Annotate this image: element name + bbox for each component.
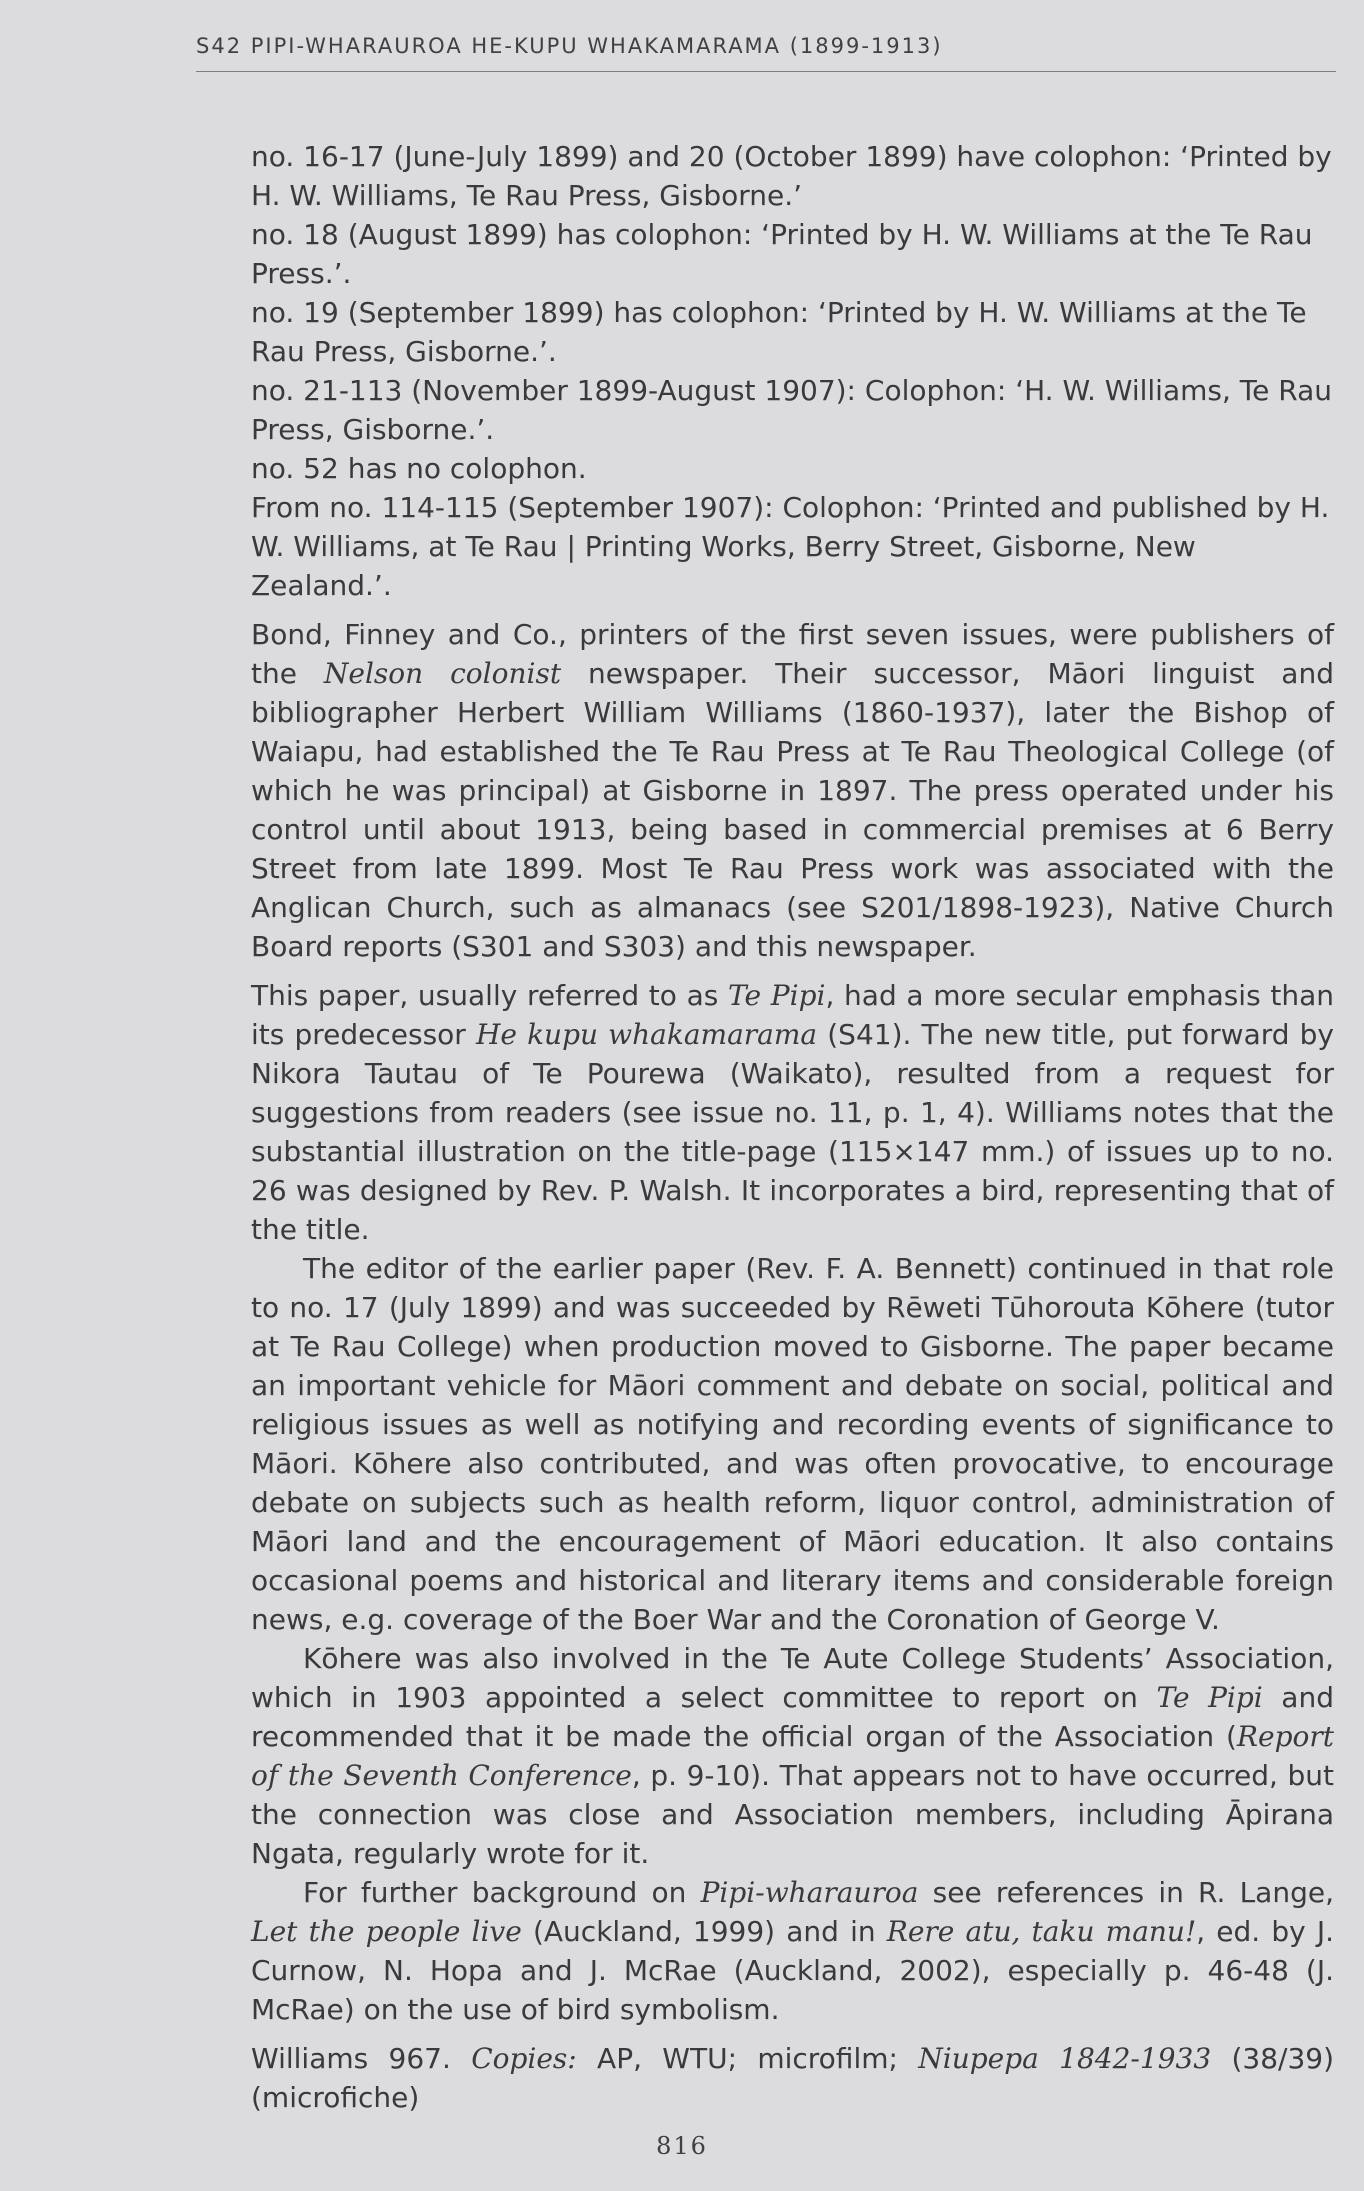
text-run: Bond, Finney and Co., printers of the first seven issues, were publishers of the bbox=[251, 618, 1334, 690]
printer-paragraph bbox=[251, 615, 1334, 966]
text-run: , ed. by J. Curnow, N. Hopa and J. McRae (Auckland, 2002), especially p. 46-48 (J. McRae) on the use of bird symbolism. bbox=[251, 1915, 1334, 2026]
page-number: 816 bbox=[656, 2132, 708, 2160]
text-run: newspaper. Their successor, Māori linguist and bibliographer Herbert William Williams (1860-1937), later the Bishop of Waiapu, had established the Te Rau Press at Te Rau Theological College (of which he was principal) at Gisborne in 1897. The press operated under his control until about 1913, being based in commercial premises at 6 Berry Street from late 1899. Most Te Rau Press work was associated with the Anglican Church, such as almanacs (see S201/1898-1923), Native Church Board reports (S301 and S303) and this newspaper. bbox=[251, 657, 1334, 963]
editor-paragraph: The editor of the earlier paper (Rev. F. A. Bennett) continued in that role to no. 17 (July 1899) and was succeeded by Rēweti Tūhorouta Kōhere (tutor at Te Rau College) when production moved to Gisborne. The paper became an important vehicle for Māori comment and debate on social, political and religious issues as well as notifying and recording events of significance to Māori. Kōhere also contributed, and was often provocative, to encourage debate on subjects such as health reform, liquor control, administration of Māori land and the encouragement of Māori education. It also contains occasional poems and historical and literary items and considerable foreign news, e.g. coverage of the Boer War and the Coronation of George V. bbox=[251, 1252, 1334, 1636]
header-rule bbox=[196, 71, 1336, 72]
italic-title: Report of the Seventh Conference bbox=[251, 1720, 1334, 1792]
colophon-note: no. 16-17 (June-July 1899) and 20 (October 1899) have colophon: ‘Printed by H. W. Williams, Te Rau Press, Gisborne.’ bbox=[251, 140, 1332, 212]
italic-title: He kupu whakamarama bbox=[475, 1018, 818, 1051]
text-run: and recommended that it be made the official organ of the Association ( bbox=[251, 1681, 1334, 1753]
copies-paragraph bbox=[251, 2039, 1334, 2117]
italic-label: Copies: bbox=[471, 2042, 577, 2075]
colophon-note: From no. 114-115 (September 1907): Colophon: ‘Printed and published by H. W. Williams, at Te Rau | Printing Works, Berry Street, Gisborne, New Zealand.’. bbox=[251, 491, 1330, 602]
text-run: , had a more secular emphasis than its predecessor bbox=[251, 979, 1334, 1051]
colophon-note: no. 18 (August 1899) has colophon: ‘Printed by H. W. Williams at the Te Rau Press.’. bbox=[251, 218, 1313, 290]
title-paragraph bbox=[251, 976, 1334, 1249]
text-run: (Auckland, 1999) and in bbox=[521, 1915, 887, 1948]
running-head: S42 PIPI-WHARAUROA HE-KUPU WHAKAMARAMA (1899-1913) bbox=[196, 34, 943, 58]
entry-body bbox=[251, 137, 1334, 2117]
italic-title: Niupepa 1842-1933 bbox=[918, 2042, 1212, 2075]
colophon-note: no. 52 has no colophon. bbox=[251, 452, 587, 485]
text-run: Kōhere was also involved in the Te Aute College Students’ Association, which in 1903 appointed a select committee to report on bbox=[251, 1642, 1334, 1714]
italic-title: Let the people live bbox=[251, 1915, 522, 1948]
italic-title: Nelson colonist bbox=[323, 657, 562, 690]
text-run: (38/39) (microfiche) bbox=[251, 2042, 1334, 2114]
colophon-note: no. 19 (September 1899) has colophon: ‘Printed by H. W. Williams at the Te Rau Press, Gisborne.’. bbox=[251, 296, 1307, 368]
association-paragraph bbox=[251, 1639, 1334, 1873]
text-run: (S41). The new title, put forward by Nikora Tautau of Te Pourewa (Waikato), resulted from a request for suggestions from readers (see issue no. 11, p. 1, 4). Williams notes that the substantial illustration on the title-page (115×147 mm.) of issues up to no. 26 was designed by Rev. P. Walsh. It incorporates a bird, representing that of the title. bbox=[251, 1018, 1334, 1246]
italic-title: Te Pipi bbox=[728, 979, 826, 1012]
text-run: see references in R. Lange, bbox=[918, 1876, 1334, 1909]
background-paragraph bbox=[251, 1873, 1334, 2029]
italic-title: Te Pipi bbox=[1156, 1681, 1263, 1714]
text-run: , p. 9-10). That appears not to have occurred, but the connection was close and Association members, including Āpirana Ngata, regularly wrote for it. bbox=[251, 1759, 1334, 1870]
text-run: Williams 967. bbox=[251, 2042, 472, 2075]
text-run: This paper, usually referred to as bbox=[251, 979, 729, 1012]
text-run: For further background on bbox=[303, 1876, 701, 1909]
colophon-note: no. 21-113 (November 1899-August 1907): Colophon: ‘H. W. Williams, Te Rau Press, Gisborne.’. bbox=[251, 374, 1332, 446]
text-run: AP, WTU; microfilm; bbox=[576, 2042, 919, 2075]
italic-title: Rere atu, taku manu! bbox=[886, 1915, 1197, 1948]
italic-title: Pipi-wharauroa bbox=[700, 1876, 919, 1909]
